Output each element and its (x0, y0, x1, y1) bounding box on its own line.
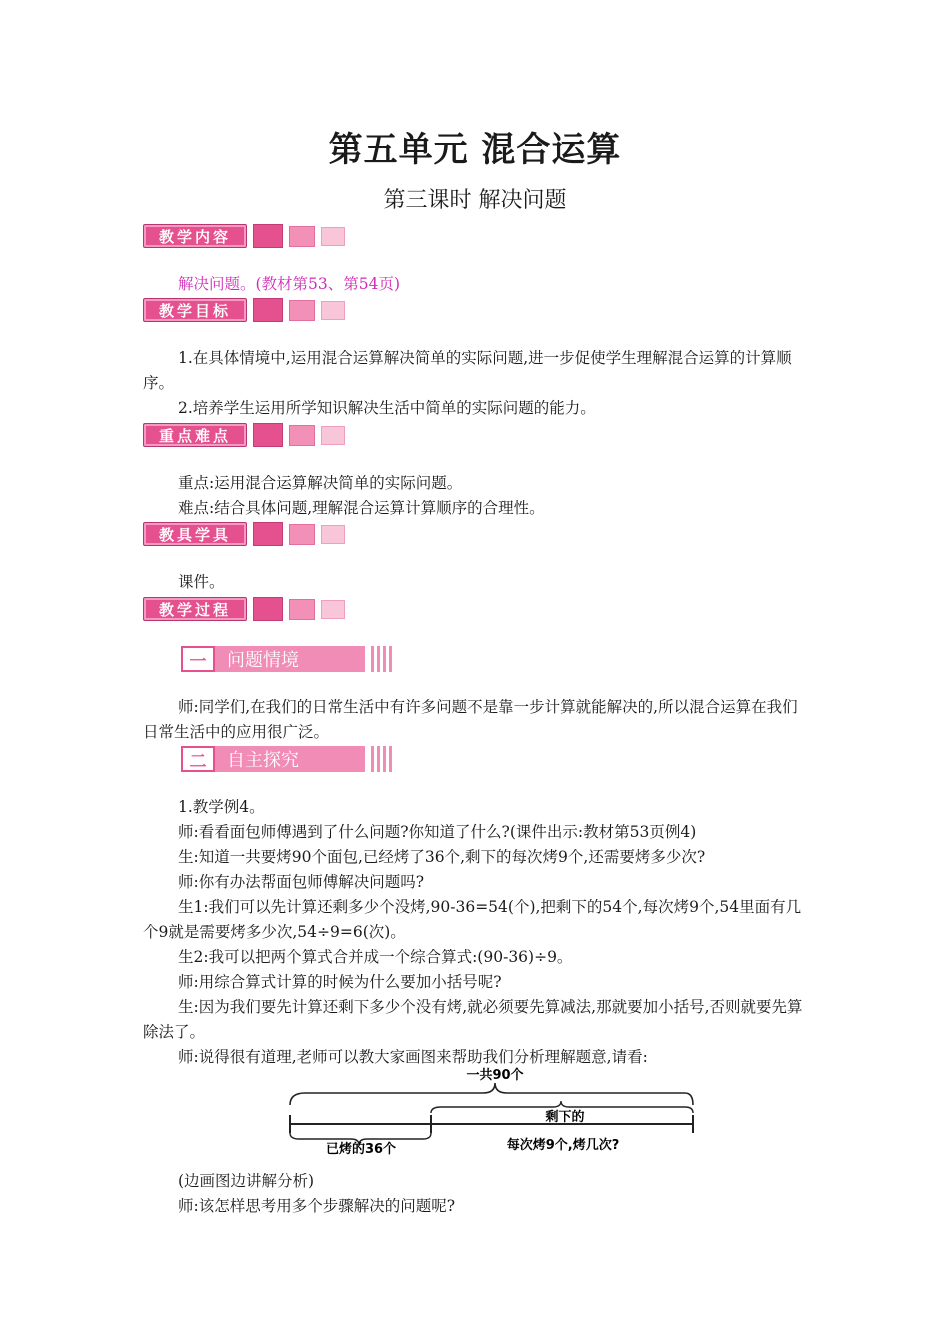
banner-stripes (368, 746, 392, 772)
explore-line-7: 师:用综合算式计算的时候为什么要加小括号呢? (178, 973, 502, 991)
section-header-goals (143, 298, 345, 322)
section-header-process (143, 597, 345, 621)
banner-stripes (368, 646, 392, 672)
decor-square (289, 226, 315, 247)
after-line-2: 师:该怎样思考用多个步骤解决的问题呢? (178, 1197, 456, 1215)
decor-square (253, 597, 283, 621)
decor-square (253, 522, 283, 546)
decor-square (321, 600, 345, 619)
explore-line-2: 师:看看面包师傅遇到了什么问题?你知道了什么?(课件出示:教材第53页例4) (178, 823, 697, 841)
page-subtitle: 第三课时 解决问题 (383, 188, 567, 213)
after-line-1: (边画图边讲解分析) (178, 1172, 315, 1190)
section-header-keypoints (143, 423, 345, 447)
explore-line-8: 生:因为我们要先计算还剩下多少个没有烤,就必须要先算减法,那就要加小括号,否则就要先算除法了。 (143, 998, 803, 1041)
decor-square (289, 524, 315, 545)
banner1-text: 师:同学们,在我们的日常生活中有许多问题不是靠一步计算就能解决的,所以混合运算在我们日常生活中的应用很广泛。 (143, 698, 798, 741)
decor-square (289, 425, 315, 446)
explore-line-6: 生2:我可以把两个算式合并成一个综合算式:(90-36)÷9。 (178, 948, 573, 966)
keypoint-1: 重点:运用混合运算解决简单的实际问题。 (178, 474, 463, 492)
decor-square (253, 423, 283, 447)
diagram-remaining-label: 剩下的 (545, 1110, 585, 1125)
section-header-content (143, 224, 345, 248)
tools-text: 课件。 (178, 573, 225, 591)
explore-line-4: 师:你有办法帮面包师傅解决问题吗? (178, 873, 425, 891)
section-label: 教学内容 (143, 224, 247, 248)
section-label: 教学过程 (143, 597, 247, 621)
explore-line-5: 生1:我们可以先计算还剩多少个没烤,90-36=54(个),把剩下的54个,每次烤9个,54里面有几个9就是需要烤多少次,54÷9=6(次)。 (143, 898, 802, 941)
decor-square (289, 300, 315, 321)
decor-square (321, 301, 345, 320)
diagram-total-label: 一共90个 (466, 1068, 524, 1083)
section-label: 重点难点 (143, 423, 247, 447)
decor-square (321, 426, 345, 445)
diagram-question-label: 每次烤9个,烤几次? (506, 1138, 620, 1153)
page-title: 第五单元 混合运算 (328, 130, 622, 170)
section-label: 教具学具 (143, 522, 247, 546)
banner-problem-context (181, 645, 392, 673)
explore-line-1: 1.教学例4。 (178, 798, 265, 816)
banner-number: 二 (181, 746, 215, 772)
section-header-tools (143, 522, 345, 546)
banner-self-explore (181, 745, 392, 773)
explore-line-3: 生:知道一共要烤90个面包,已经烤了36个,剩下的每次烤9个,还需要烤多少次? (178, 848, 706, 866)
goal-2: 2.培养学生运用所学知识解决生活中简单的实际问题的能力。 (178, 399, 596, 417)
decor-square (321, 525, 345, 544)
section-label: 教学目标 (143, 298, 247, 322)
banner-number: 一 (181, 646, 215, 672)
explore-line-9: 师:说得很有道理,老师可以教大家画图来帮助我们分析理解题意,请看: (178, 1048, 648, 1066)
decor-square (253, 298, 283, 322)
banner-label: 自主探究 (215, 746, 365, 772)
goal-1: 1.在具体情境中,运用混合运算解决简单的实际问题,进一步促使学生理解混合运算的计算顺序。 (143, 349, 792, 392)
keypoint-2: 难点:结合具体问题,理解混合运算计算顺序的合理性。 (178, 499, 545, 517)
decor-square (289, 599, 315, 620)
decor-square (321, 227, 345, 246)
bread-problem-diagram (285, 1065, 705, 1157)
total-brace (290, 1083, 693, 1105)
content-text: 解决问题。(教材第53、第54页) (178, 275, 401, 293)
decor-square (253, 224, 283, 248)
diagram-baked-label: 已烤的36个 (325, 1142, 397, 1157)
banner-label: 问题情境 (215, 646, 365, 672)
